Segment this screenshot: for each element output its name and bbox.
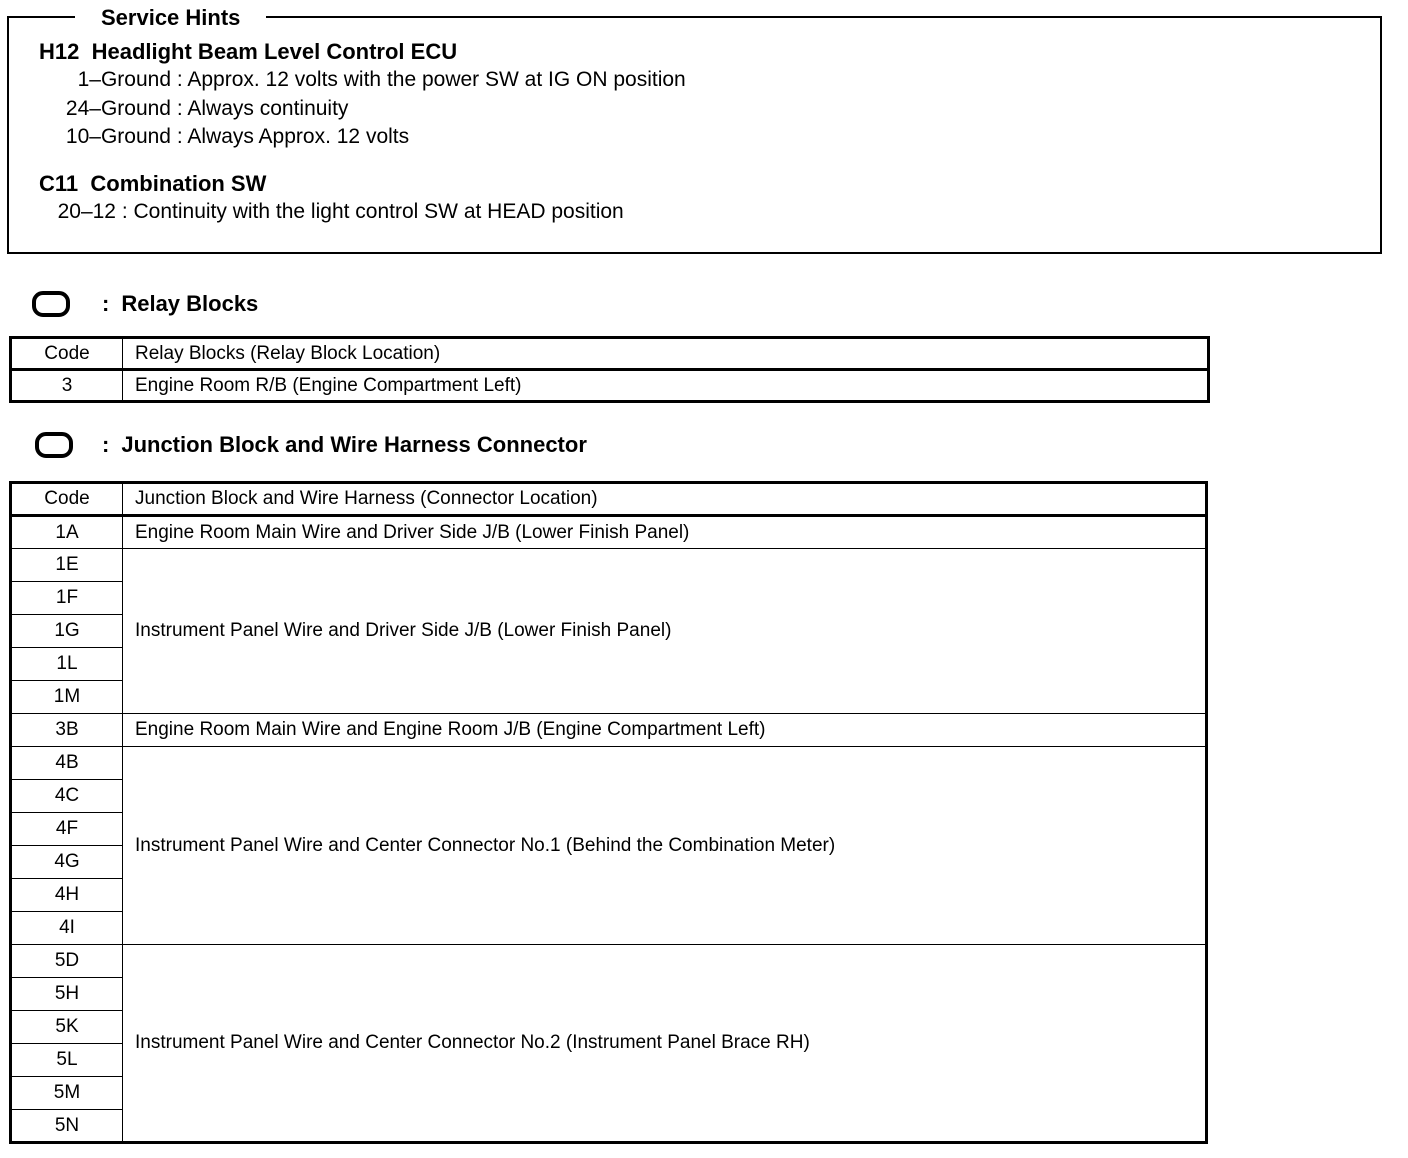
hint-text: : Always Approx. 12 volts [176,125,410,148]
table-header-row [11,483,1207,516]
code-cell: 1M [11,681,123,714]
hint-line [39,95,686,124]
table-row [11,747,1207,780]
service-hints-title: Service Hints [75,4,266,32]
code-cell: 4H [11,879,123,912]
relay-blocks-legend [32,291,258,317]
relay-description-cell: Engine Room R/B (Engine Compartment Left) [123,370,1209,402]
code-cell: 1G [11,615,123,648]
connector-name: Headlight Beam Level Control ECU [91,39,458,64]
relay-blocks-heading: Relay Blocks [121,291,259,316]
code-cell: 4F [11,813,123,846]
code-cell: 4C [11,780,123,813]
code-cell: 5N [11,1110,123,1143]
code-cell: 5L [11,1044,123,1077]
hint-group-c11 [39,170,624,227]
code-cell: 4G [11,846,123,879]
table-row [11,516,1207,549]
code-cell: 4I [11,912,123,945]
code-cell: 3B [11,714,123,747]
relay-blocks-table [9,336,1210,403]
code-cell: 1A [11,516,123,549]
table-row [11,370,1209,402]
table-header-row [11,338,1209,370]
junction-block-legend [32,432,587,458]
service-hints-box [7,5,1382,254]
legend-colon: : [102,291,110,316]
hint-line [39,66,686,95]
code-cell: 5M [11,1077,123,1110]
legend-colon: : [102,432,110,457]
column-header-location: Relay Blocks (Relay Block Location) [123,338,1209,370]
description-cell: Instrument Panel Wire and Center Connector No.2 (Instrument Panel Brace RH) [123,945,1207,1143]
code-cell: 1E [11,549,123,582]
table-row [11,714,1207,747]
code-cell: 5K [11,1011,123,1044]
hint-text: : Approx. 12 volts with the power SW at IG ON position [176,68,686,91]
column-header-code: Code [11,483,123,516]
junction-block-heading: Junction Block and Wire Harness Connector [121,432,587,457]
hint-group-heading [39,170,624,198]
description-cell: Engine Room Main Wire and Driver Side J/B (Lower Finish Panel) [123,516,1207,549]
connector-name: Combination SW [90,171,267,196]
code-cell: 1L [11,648,123,681]
code-cell: 1F [11,582,123,615]
hint-line [39,123,686,152]
table-row [11,549,1207,582]
relay-code-cell: 3 [11,370,123,402]
hint-pins: 20–12 [57,200,116,223]
connector-code: H12 [39,39,80,64]
hint-text: : Always continuity [176,96,349,120]
hint-pins: 24–Ground [65,96,171,120]
junction-block-table [9,481,1208,1144]
code-cell: 5H [11,978,123,1011]
description-cell: Instrument Panel Wire and Center Connector No.1 (Behind the Combination Meter) [123,747,1207,945]
description-cell: Engine Room Main Wire and Engine Room J/B (Engine Compartment Left) [123,714,1207,747]
hint-group-heading [39,38,686,66]
connector-code: C11 [39,171,79,196]
hint-line [39,198,624,227]
table-row [11,945,1207,978]
column-header-code: Code [11,338,123,370]
hint-pins: 1–Ground [77,68,171,91]
code-cell: 4B [11,747,123,780]
column-header-location: Junction Block and Wire Harness (Connector Location) [123,483,1207,516]
junction-block-symbol-icon [35,432,73,458]
description-cell: Instrument Panel Wire and Driver Side J/B (Lower Finish Panel) [123,549,1207,714]
hint-pins: 10–Ground [65,125,171,148]
hint-group-h12 [39,38,686,152]
hint-text: : Continuity with the light control SW at HEAD position [121,200,624,223]
relay-block-symbol-icon [32,291,70,317]
code-cell: 5D [11,945,123,978]
